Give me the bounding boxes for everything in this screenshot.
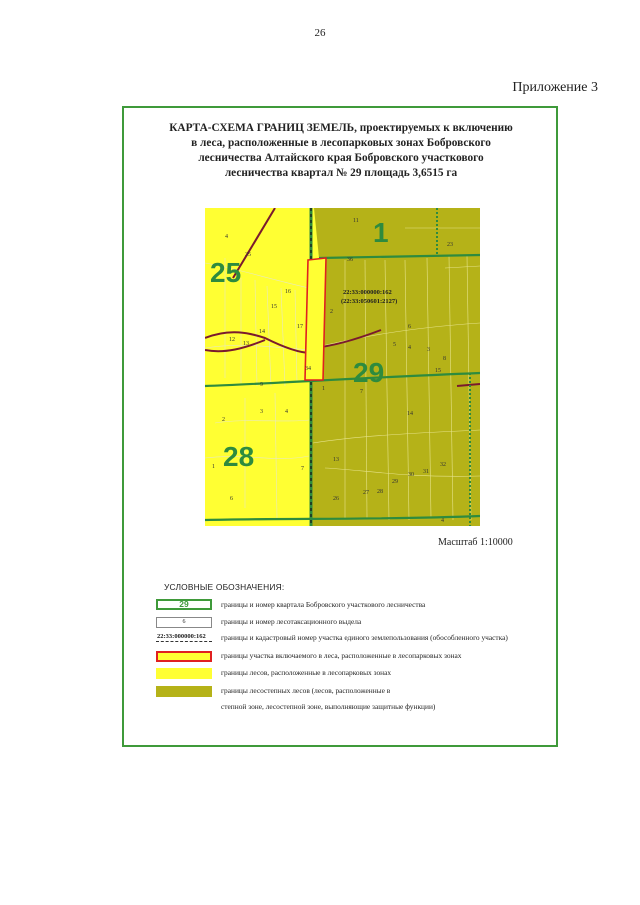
cadastral-label: (22:33:050601:2127) bbox=[341, 298, 398, 305]
plot-number: 1 bbox=[322, 386, 325, 392]
legend-symbol-steppe-forest bbox=[156, 686, 212, 697]
forest-map bbox=[205, 208, 480, 526]
map-scale: Масштаб 1:10000 bbox=[438, 537, 513, 548]
appendix-label: Приложение 3 bbox=[512, 80, 598, 95]
plot-number: 15 bbox=[271, 304, 277, 310]
plot-number: 11 bbox=[353, 218, 359, 224]
legend-text: границы участка включаемого в леса, расположенные в лесопарковых зонах bbox=[221, 651, 462, 660]
legend-symbol-plot: 6 bbox=[156, 617, 212, 628]
legend-text: границы и номер квартала Бобровского участкового лесничества bbox=[221, 600, 426, 609]
quarter-number: 1 bbox=[373, 217, 389, 248]
legend-symbol-quarter: 29 bbox=[156, 599, 212, 610]
plot-number: 9 bbox=[260, 382, 263, 388]
legend-symbol-inclusion bbox=[156, 651, 212, 662]
plot-number: 8 bbox=[443, 356, 446, 362]
plot-number: 4 bbox=[408, 345, 411, 351]
plot-number: 6 bbox=[230, 496, 233, 502]
cadastral-label: 22:33:000000:162 bbox=[343, 289, 392, 296]
legend-text-continuation: степной зоне, лесостепной зоне, выполняющие защитные функции) bbox=[221, 702, 436, 711]
plot-number: 1 bbox=[212, 464, 215, 470]
plot-number: 6 bbox=[408, 324, 411, 330]
plot-number: 5 bbox=[393, 342, 396, 348]
plot-number: 36 bbox=[347, 257, 353, 263]
plot-number: 14 bbox=[259, 329, 265, 335]
legend-text: границы лесов, расположенные в лесопарковых зонах bbox=[221, 668, 392, 677]
plot-number: 28 bbox=[377, 489, 383, 495]
quarter-number: 29 bbox=[353, 357, 385, 388]
title-line: лесничества квартал № 29 площадь 3,6515 га bbox=[224, 167, 458, 179]
plot-number: 17 bbox=[297, 324, 303, 330]
plot-number: 2 bbox=[222, 417, 225, 423]
title-line: КАРТА-СХЕМА ГРАНИЦ ЗЕМЕЛЬ, проектируемых к включению bbox=[169, 122, 513, 134]
legend-symbol-cadastral: 22:33:000000:162 bbox=[156, 631, 212, 642]
plot-number: 12 bbox=[229, 337, 235, 343]
plot-number: 2 bbox=[330, 309, 333, 315]
plot-number: 32 bbox=[440, 462, 446, 468]
plot-number: 13 bbox=[333, 457, 339, 463]
plot-number: 29 bbox=[392, 479, 398, 485]
page-number: 26 bbox=[314, 27, 326, 39]
plot-number: 34 bbox=[305, 366, 311, 372]
plot-number: 4 bbox=[225, 234, 228, 240]
legend-symbol-park-forest bbox=[156, 668, 212, 679]
plot-number: 27 bbox=[363, 490, 369, 496]
plot-number: 26 bbox=[333, 496, 339, 502]
plot-number: 30 bbox=[408, 472, 414, 478]
title-line: лесничества Алтайского края Бобровского участкового bbox=[198, 152, 484, 164]
plot-number: 35 bbox=[245, 252, 251, 258]
plot-number: 31 bbox=[423, 469, 429, 475]
map-title bbox=[146, 121, 536, 181]
plot-number: 3 bbox=[260, 409, 263, 415]
legend-heading: УСЛОВНЫЕ ОБОЗНАЧЕНИЯ: bbox=[164, 582, 285, 592]
plot-number: 15 bbox=[435, 368, 441, 374]
plot-number: 7 bbox=[301, 466, 304, 472]
plot-number: 7 bbox=[360, 389, 363, 395]
plot-number: 3 bbox=[427, 347, 430, 353]
title-line: в леса, расположенные в лесопарковых зонах Бобровского bbox=[191, 137, 491, 149]
plot-number: 4 bbox=[441, 518, 444, 524]
plot-number: 23 bbox=[447, 242, 453, 248]
legend-text: границы лесостепных лесов (лесов, расположенные в bbox=[221, 686, 391, 695]
inclusion-plot bbox=[305, 258, 326, 380]
plot-number: 4 bbox=[285, 409, 288, 415]
plot-number: 16 bbox=[285, 289, 291, 295]
plot-number: 13 bbox=[243, 341, 249, 347]
plot-number: 14 bbox=[407, 411, 413, 417]
quarter-number: 28 bbox=[223, 441, 255, 472]
legend-text: границы и номер лесотаксационного выдела bbox=[221, 617, 362, 626]
quarter-number: 25 bbox=[210, 257, 242, 288]
legend-text: границы и кадастровый номер участка единого землепользования (обособленного участка) bbox=[221, 633, 508, 642]
